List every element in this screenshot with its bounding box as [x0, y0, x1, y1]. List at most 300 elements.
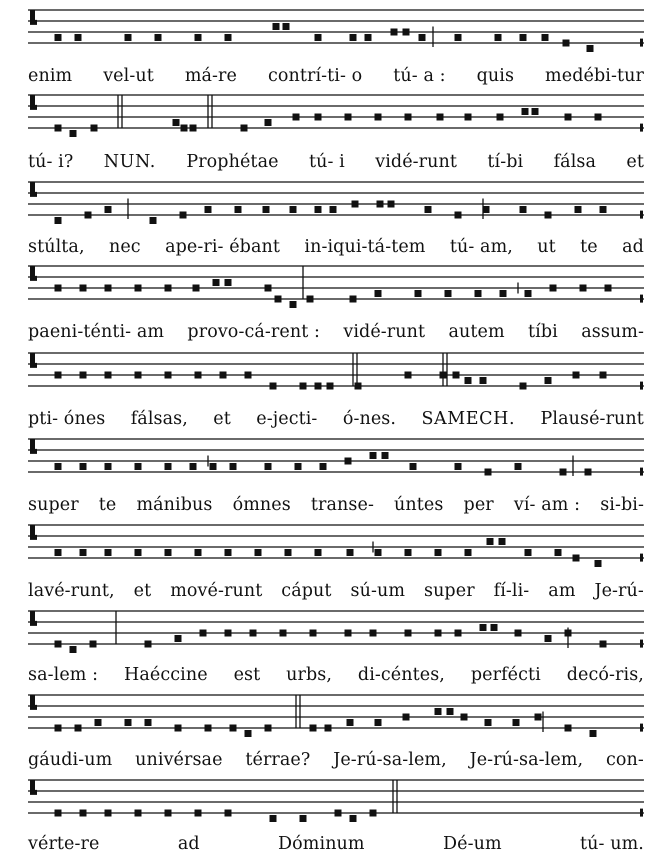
- lyric-word: Dóminum: [278, 834, 365, 854]
- neume-note: [370, 452, 377, 459]
- neume-note: [330, 206, 337, 213]
- neume-note: [265, 463, 272, 470]
- neume-note: [173, 119, 180, 126]
- neume-note: [273, 23, 280, 30]
- neume-note: [250, 630, 257, 637]
- lyric-word: fálsa: [553, 152, 597, 172]
- neume-note: [105, 810, 112, 817]
- neume-note: [350, 815, 357, 822]
- neume-note: [375, 114, 382, 121]
- neume-note: [135, 463, 142, 470]
- neume-note: [565, 114, 572, 121]
- neume-note: [405, 549, 412, 556]
- neume-note: [165, 549, 172, 556]
- neume-note: [80, 372, 87, 379]
- neume-note: [525, 549, 532, 556]
- neume-note: [125, 34, 132, 41]
- lyric-line-1: [28, 62, 644, 90]
- lyric-word: vérte-re: [28, 834, 100, 854]
- neume-note: [480, 377, 487, 384]
- neume-note: [283, 23, 290, 30]
- neume-note: [315, 383, 322, 390]
- neume-note: [245, 372, 252, 379]
- lyric-word: enim: [28, 66, 73, 86]
- neume-note: [415, 290, 422, 297]
- neume-note: [580, 285, 587, 292]
- neume-note: [155, 34, 162, 41]
- staff-lines: [28, 178, 644, 218]
- neume-note: [55, 725, 62, 732]
- neume-note: [290, 301, 297, 308]
- neume-note: [352, 201, 359, 208]
- neume-note: [315, 34, 322, 41]
- neume-note: [487, 538, 494, 545]
- neume-note: [265, 285, 272, 292]
- neume-note: [345, 458, 352, 465]
- neume-note: [465, 549, 472, 556]
- neume-note: [365, 34, 372, 41]
- neume-note: [520, 206, 527, 213]
- neume-note: [105, 285, 112, 292]
- lyric-word: Je-rú-sa-lem,: [469, 750, 584, 770]
- custos-icon: [640, 640, 643, 648]
- lyric-word: ó-nes.: [342, 409, 397, 429]
- lyric-word: tú- i: [308, 152, 345, 172]
- neume-note: [180, 212, 187, 219]
- neume-note: [80, 463, 87, 470]
- neume-note: [70, 646, 77, 653]
- neume-note: [485, 469, 492, 476]
- lyric-word: transe-: [310, 495, 374, 515]
- neume-note: [213, 279, 220, 286]
- neume-note: [515, 630, 522, 637]
- lyric-word: tú- i?: [28, 152, 74, 172]
- neume-note: [388, 201, 395, 208]
- neume-note: [80, 285, 87, 292]
- neume-note: [235, 206, 242, 213]
- neume-note: [200, 630, 207, 637]
- lyric-word: mové-runt: [170, 581, 263, 601]
- lyric-word: fálsas,: [130, 409, 188, 429]
- neume-note: [405, 630, 412, 637]
- neume-note: [550, 285, 557, 292]
- lyric-word: ví- am :: [513, 495, 581, 515]
- lyric-word: nec: [108, 237, 141, 257]
- neume-note: [135, 549, 142, 556]
- neume-note: [195, 372, 202, 379]
- neume-note: [535, 714, 542, 721]
- lyric-word: Plausé-runt: [540, 409, 644, 429]
- neume-note: [75, 725, 82, 732]
- lyric-word: am: [548, 581, 576, 601]
- custos-icon: [640, 724, 643, 732]
- lyric-word: decó-ris,: [566, 665, 644, 685]
- neume-note: [435, 630, 442, 637]
- lyric-line-3: [28, 233, 644, 261]
- c-clef-icon: [30, 439, 37, 454]
- neume-note: [80, 810, 87, 817]
- lyric-word: Je-rú-: [594, 581, 644, 601]
- neume-note: [225, 630, 232, 637]
- lyric-line-10: [28, 830, 644, 858]
- staff-lines: [28, 776, 644, 816]
- neume-note: [165, 285, 172, 292]
- neume-note: [265, 119, 272, 126]
- lyric-word: ape-ri- ébant: [165, 237, 281, 257]
- neume-note: [55, 641, 62, 648]
- staff-lines: [28, 262, 644, 302]
- neume-note: [435, 549, 442, 556]
- neume-note: [563, 40, 570, 47]
- neume-note: [532, 108, 539, 115]
- lyric-word: sú-um: [350, 581, 406, 601]
- neume-note: [375, 719, 382, 726]
- neume-note: [465, 377, 472, 384]
- neume-note: [241, 125, 248, 132]
- neume-note: [347, 549, 354, 556]
- neume-note: [575, 206, 582, 213]
- neume-note: [285, 549, 292, 556]
- c-clef-icon: [30, 611, 37, 626]
- lyric-word: super: [28, 495, 79, 515]
- staff-2: [28, 91, 644, 129]
- c-clef-icon: [30, 182, 37, 197]
- neume-note: [600, 641, 607, 648]
- neume-note: [595, 560, 602, 567]
- neume-note: [382, 452, 389, 459]
- lyric-word: contrí-ti- o: [267, 66, 363, 86]
- neume-note: [300, 383, 307, 390]
- staff-6: [28, 435, 644, 473]
- lyric-word: et: [626, 152, 644, 172]
- lyric-word: lavé-runt,: [28, 581, 115, 601]
- neume-note: [495, 34, 502, 41]
- staff-lines: [28, 349, 644, 389]
- c-clef-icon: [30, 10, 37, 25]
- lyric-word: mánibus: [136, 495, 213, 515]
- neume-note: [265, 725, 272, 732]
- neume-note: [445, 290, 452, 297]
- neume-note: [455, 463, 462, 470]
- neume-note: [55, 125, 62, 132]
- staff-lines: [28, 435, 644, 475]
- lyric-word: ad: [622, 237, 644, 257]
- neume-note: [485, 719, 492, 726]
- neume-note: [85, 212, 92, 219]
- lyric-word: perfécti: [470, 665, 541, 685]
- neume-note: [165, 463, 172, 470]
- neume-note: [220, 372, 227, 379]
- lyric-word: te: [98, 495, 117, 515]
- lyric-word: tú- a :: [393, 66, 446, 86]
- lyric-word: paeni-ténti- am: [28, 322, 165, 342]
- neume-note: [90, 641, 97, 648]
- neume-note: [483, 206, 490, 213]
- neume-note: [150, 217, 157, 224]
- neume-note: [375, 549, 382, 556]
- neume-note: [55, 217, 62, 224]
- neume-note: [310, 630, 317, 637]
- neume-note: [560, 469, 567, 476]
- neume-note: [55, 285, 62, 292]
- neume-note: [391, 29, 398, 36]
- neume-note: [145, 641, 152, 648]
- custos-icon: [640, 39, 643, 47]
- lyric-word: fí-li-: [493, 581, 530, 601]
- neume-note: [190, 463, 197, 470]
- neume-note: [370, 630, 377, 637]
- neume-note: [135, 810, 142, 817]
- neume-note: [275, 296, 282, 303]
- lyric-word: ut: [537, 237, 556, 257]
- neume-note: [522, 108, 529, 115]
- neume-note: [590, 730, 597, 737]
- neume-note: [545, 212, 552, 219]
- staff-lines: [28, 91, 644, 131]
- neume-note: [480, 624, 487, 631]
- c-clef-icon: [30, 525, 37, 540]
- lyric-word: medébi-tur: [545, 66, 644, 86]
- neume-note: [520, 383, 527, 390]
- neume-note: [545, 635, 552, 642]
- staff-3: [28, 178, 644, 216]
- c-clef-icon: [30, 353, 37, 368]
- lyric-word: di-céntes,: [357, 665, 445, 685]
- neume-note: [377, 201, 384, 208]
- neume-note: [225, 810, 232, 817]
- neume-note: [461, 714, 468, 721]
- neume-note: [91, 125, 98, 132]
- neume-note: [95, 719, 102, 726]
- lyric-word: urbs,: [286, 665, 333, 685]
- lyric-line-7: [28, 577, 644, 605]
- lyric-word: et: [213, 409, 231, 429]
- neume-note: [205, 725, 212, 732]
- staff-8: [28, 607, 644, 645]
- neume-note: [345, 630, 352, 637]
- neume-note: [573, 555, 580, 562]
- neume-note: [403, 714, 410, 721]
- neume-note: [165, 810, 172, 817]
- lyric-word: con-: [606, 750, 644, 770]
- staff-lines: [28, 691, 644, 731]
- lyric-word: cáput: [281, 581, 332, 601]
- neume-note: [135, 285, 142, 292]
- lyric-word: sa-lem :: [28, 665, 99, 685]
- neume-note: [455, 212, 462, 219]
- lyric-word: Prophétae: [186, 152, 279, 172]
- lyric-word: si-bi-: [600, 495, 644, 515]
- neume-note: [300, 815, 307, 822]
- lyric-word: vidé-runt: [375, 152, 457, 172]
- neume-note: [195, 34, 202, 41]
- neume-note: [55, 810, 62, 817]
- neume-note: [542, 34, 549, 41]
- staff-4: [28, 262, 644, 300]
- neume-note: [205, 206, 212, 213]
- neume-note: [270, 815, 277, 822]
- neume-note: [307, 296, 314, 303]
- neume-note: [225, 279, 232, 286]
- neume-note: [290, 206, 297, 213]
- neume-note: [435, 708, 442, 715]
- neume-note: [585, 469, 592, 476]
- neume-note: [499, 538, 506, 545]
- custos-icon: [640, 554, 643, 562]
- lyric-word: tú- am,: [449, 237, 513, 257]
- neume-note: [605, 285, 612, 292]
- neume-note: [195, 810, 202, 817]
- lyric-word: provo-cá-rent :: [187, 322, 320, 342]
- staff-1: [28, 6, 644, 44]
- lyric-word: e-jecti-: [256, 409, 318, 429]
- neume-note: [135, 372, 142, 379]
- neume-note: [175, 635, 182, 642]
- neume-note: [565, 630, 572, 637]
- neume-note: [335, 810, 342, 817]
- neume-note: [105, 463, 112, 470]
- neume-note: [70, 130, 77, 137]
- neume-note: [345, 114, 352, 121]
- c-clef-icon: [30, 95, 37, 110]
- neume-note: [310, 725, 317, 732]
- neume-note: [500, 290, 507, 297]
- neume-note: [193, 285, 200, 292]
- lyric-word: térrae?: [245, 750, 311, 770]
- custos-icon: [640, 124, 643, 132]
- lyric-word: má-re: [184, 66, 237, 86]
- neume-note: [453, 372, 460, 379]
- neume-note: [405, 372, 412, 379]
- neume-note: [403, 29, 410, 36]
- neume-note: [293, 114, 300, 121]
- lyric-word: assum-: [581, 322, 644, 342]
- custos-icon: [640, 382, 643, 390]
- neume-note: [263, 206, 270, 213]
- lyric-word: in-iqui-tá-tem: [304, 237, 426, 257]
- neume-note: [355, 383, 362, 390]
- lyric-word: SAMECH.: [421, 409, 516, 429]
- staff-5: [28, 349, 644, 387]
- lyric-word: est: [233, 665, 261, 685]
- neume-note: [327, 383, 334, 390]
- neume-note: [105, 549, 112, 556]
- neume-note: [419, 34, 426, 41]
- neume-note: [195, 549, 202, 556]
- neume-note: [210, 463, 217, 470]
- staff-lines: [28, 6, 644, 46]
- neume-note: [181, 125, 188, 132]
- neume-note: [165, 372, 172, 379]
- neume-note: [425, 206, 432, 213]
- lyric-word: et: [133, 581, 152, 601]
- neume-note: [520, 34, 527, 41]
- neume-note: [145, 719, 152, 726]
- neume-note: [513, 719, 520, 726]
- neume-note: [105, 206, 112, 213]
- c-clef-icon: [30, 266, 37, 281]
- neume-note: [375, 290, 382, 297]
- neume-note: [410, 463, 417, 470]
- neume-note: [475, 290, 482, 297]
- neume-note: [315, 549, 322, 556]
- staff-7: [28, 521, 644, 559]
- neume-note: [350, 296, 357, 303]
- neume-note: [347, 719, 354, 726]
- lyric-line-8: [28, 661, 644, 689]
- lyric-line-9: [28, 746, 644, 774]
- neume-note: [573, 372, 580, 379]
- neume-note: [587, 45, 594, 52]
- lyric-word: tíbi: [528, 322, 558, 342]
- lyric-word: per: [463, 495, 494, 515]
- neume-note: [437, 114, 444, 121]
- neume-note: [600, 372, 607, 379]
- c-clef-icon: [30, 780, 37, 795]
- neume-note: [600, 206, 607, 213]
- neume-note: [295, 463, 302, 470]
- lyric-word: tí-bi: [487, 152, 524, 172]
- c-clef-icon: [30, 695, 37, 710]
- lyric-word: vel-ut: [103, 66, 154, 86]
- neume-note: [565, 725, 572, 732]
- lyric-word: super: [423, 581, 475, 601]
- lyric-word: NUN.: [103, 152, 156, 172]
- lyric-word: tú- um.: [580, 834, 644, 854]
- neume-note: [455, 34, 462, 41]
- neume-note: [55, 463, 62, 470]
- neume-note: [55, 34, 62, 41]
- neume-note: [350, 34, 357, 41]
- neume-note: [515, 463, 522, 470]
- neume-note: [55, 549, 62, 556]
- neume-note: [225, 549, 232, 556]
- custos-icon: [640, 468, 643, 476]
- neume-note: [190, 125, 197, 132]
- neume-note: [595, 114, 602, 121]
- custos-icon: [640, 211, 643, 219]
- neume-note: [325, 725, 332, 732]
- lyric-line-5: [28, 405, 644, 433]
- neume-note: [405, 114, 412, 121]
- neume-note: [447, 708, 454, 715]
- lyric-line-4: [28, 318, 644, 346]
- custos-icon: [640, 295, 643, 303]
- neume-note: [315, 114, 322, 121]
- lyric-word: Je-rú-sa-lem,: [333, 750, 447, 770]
- staff-lines: [28, 607, 644, 647]
- neume-note: [270, 383, 277, 390]
- custos-icon: [640, 809, 643, 817]
- lyric-word: Dé-um: [443, 834, 502, 854]
- neume-note: [497, 114, 504, 121]
- neume-note: [545, 377, 552, 384]
- lyric-line-2: [28, 148, 644, 176]
- neume-note: [105, 372, 112, 379]
- neume-note: [55, 372, 62, 379]
- neume-note: [255, 549, 262, 556]
- lyric-word: vidé-runt: [343, 322, 426, 342]
- neume-note: [315, 206, 322, 213]
- neume-note: [320, 463, 327, 470]
- neume-note: [455, 630, 462, 637]
- staff-10: [28, 776, 644, 814]
- lyric-word: ómnes: [232, 495, 291, 515]
- lyric-word: quis: [476, 66, 515, 86]
- neume-note: [230, 725, 237, 732]
- lyric-line-6: [28, 491, 644, 519]
- staff-lines: [28, 521, 644, 561]
